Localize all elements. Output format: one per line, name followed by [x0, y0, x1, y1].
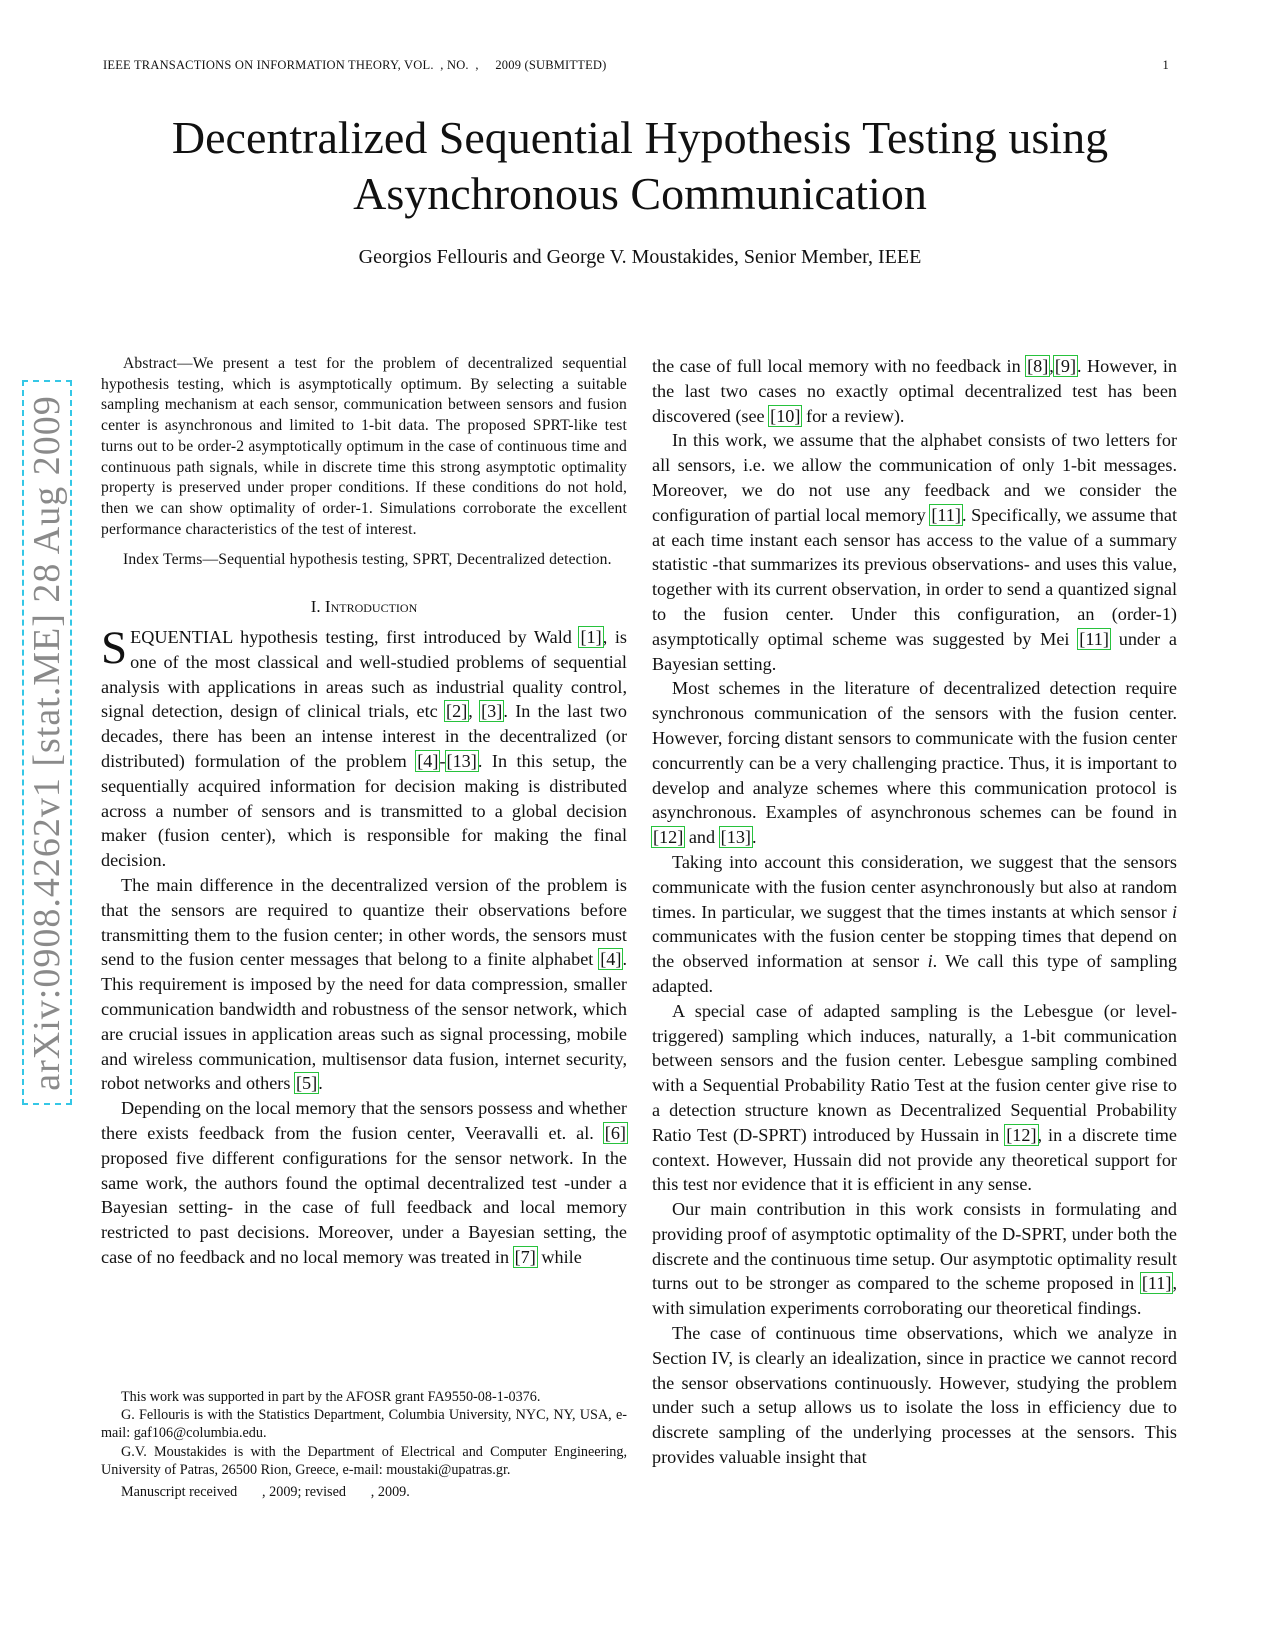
left-column: [101, 354, 627, 1270]
citation-link[interactable]: [4]: [600, 949, 622, 970]
citation-link[interactable]: [7]: [514, 1246, 536, 1267]
citation-link[interactable]: [11]: [1141, 1273, 1172, 1294]
footnotes: [101, 1388, 627, 1501]
citation-link[interactable]: [3]: [481, 701, 503, 722]
math-symbol: i: [1171, 901, 1177, 922]
citation-link[interactable]: [5]: [295, 1073, 318, 1094]
drop-cap: S: [101, 622, 128, 675]
arxiv-stamp-text: arXiv:0908.4262v1 [stat.ME] 28 Aug 2009: [26, 394, 68, 1091]
section-title: Introduction: [324, 597, 418, 617]
footnote: G.V. Moustakides is with the Department of Electrical and Computer Engineering, University of Patras, 26500 Rion, Greece, e-mail: moustaki@upatras.gr.: [101, 1443, 627, 1478]
page-number: 1: [1162, 58, 1169, 72]
paper-title: Decentralized Sequential Hypothesis Testing using Asynchronous Communication: [171, 112, 1109, 219]
citation-link[interactable]: [11]: [931, 504, 961, 525]
author-list: Georgios Fellouris and George V. Moustakides, Senior Member, IEEE: [358, 246, 922, 268]
body-paragraph: The case of continuous time observations, which we analyze in Section IV, is clearly an idealization, since in practice we cannot record the sensor observations continuously. However, studying the problem under such a setup allows us to isolate the loss in efficiency due to discrete sampling of the underlying processes at the sensors. This provides valuable insight that: [652, 1323, 1177, 1468]
body-paragraph: In this work, we assume that the alphabet consists of two letters for all sensors, i.e. we allow the communication of only 1-bit messages. Moreover, we do not use any feedback and we consider the configuration of partial local memory [11]. Specifically, we assume that at each time instant each sensor has access to the value of a summary statistic -that summarizes its previous observations- and uses this value, together with its current observation, in order to send a quantized signal to the fusion center. Under this configuration, an (order-1) asymptotically optimal scheme was suggested by Mei [11] under a Bayesian setting.: [652, 430, 1178, 674]
citation-link[interactable]: [12]: [1006, 1124, 1037, 1145]
body-paragraph: Our main contribution in this work consists in formulating and providing proof of asymptotic optimality of the D-SPRT, under both the discrete and the continuous time setup. Our asymptotic optimality result turns out to be stronger as compared to the scheme proposed in [11], with simulation experiments corroborating our theoretical findings.: [652, 1199, 1177, 1319]
citation-link[interactable]: [13]: [720, 827, 751, 848]
citation-link[interactable]: [2]: [446, 701, 468, 722]
body-paragraph: the case of full local memory with no feedback in [8],[9]. However, in the last two cases no exactly optimal decentralized test has been discovered (see [10] for a review).: [652, 356, 1177, 426]
citation-link[interactable]: [11]: [1079, 628, 1109, 649]
body-paragraph: Taking into account this consideration, we suggest that the sensors communicate with the fusion center asynchronously but also at random times. In particular, we suggest that the times instants at which sensor i communicates with the fusion center be stopping times that depend on the observed information at sensor i. We call this type of sampling adapted.: [652, 851, 1177, 996]
citation-link[interactable]: [1]: [580, 627, 602, 648]
body-paragraph: Most schemes in the literature of decentralized detection require synchronous communication of the sensors with the fusion center. However, forcing distant sensors to communicate with the fusion center concurrently can be a very challenging practice. Thus, it is important to develop and analyze schemes where this communication protocol is asynchronous. Examples of asynchronous schemes can be found in [12] and [13].: [652, 678, 1177, 848]
citation-link[interactable]: [6]: [604, 1122, 626, 1143]
body-paragraph: Depending on the local memory that the sensors possess and whether there exists feedback from the fusion center, Veeravalli et. al. [6] proposed five different configurations for the sensor network. In the same work, the authors found the optimal decentralized test -under a Bayesian setting- in the case of full feedback and local memory restricted to past decisions. Moreover, under a Bayesian setting, the case of no feedback and no local memory was treated in [7] while: [101, 1098, 627, 1267]
citation-link[interactable]: [8]: [1027, 356, 1049, 376]
footnote: This work was supported in part by the AFOSR grant FA9550-08-1-0376.: [121, 1389, 541, 1405]
index-terms: Index Terms—Sequential hypothesis testing, SPRT, Decentralized detection.: [123, 551, 612, 569]
right-column: [652, 354, 1177, 1470]
citation-link[interactable]: [10]: [770, 405, 801, 426]
footnote: G. Fellouris is with the Statistics Department, Columbia University, NYC, NY, USA, e-mail: gaf106@columbia.edu.: [101, 1407, 627, 1442]
citation-link[interactable]: [13]: [446, 751, 477, 772]
arxiv-stamp[interactable]: [22, 380, 72, 1105]
citation-link[interactable]: [9]: [1054, 356, 1077, 376]
body-paragraph: The main difference in the decentralized version of the problem is that the sensors are required to quantize their observations before transmitting them to the fusion center; in other words, the sensors must send to the fusion center messages that belong to a finite alphabet [4]. This requirement is imposed by the need for data compression, smaller communication bandwidth and robustness of the sensor network, which are crucial issues in application areas such as signal processing, mobile and wireless communication, multisensor data fusion, internet security, robot networks and others [5].: [101, 875, 627, 1094]
citation-link[interactable]: [4]: [417, 751, 439, 772]
citation-link[interactable]: [12]: [653, 827, 684, 848]
abstract: Abstract—We present a test for the problem of decentralized sequential hypothesis testing, which is asymptotically optimum. By selecting a suitable sampling mechanism at each sensor, communication between sensors and fusion center is asynchronous and limited to 1-bit data. The proposed SPRT-like test turns out to be order-2 asymptotically optimum in the case of continuous time and continuous path signals, while in discrete time this strong asymptotic optimality property is preserved under proper conditions. If these conditions do not hold, then we can show optimality of order-1. Simulations corroborate the excellent performance characteristics of the test of interest.: [101, 355, 627, 538]
footnote: Manuscript received , 2009; revised , 2009.: [121, 1484, 410, 1501]
intro-paragraph: SEQUENTIAL hypothesis testing, first introduced by Wald [1], is one of the most classical and well-studied problems of sequential analysis with applications in areas such as industrial quality control, signal detection, design of clinical trials, etc [2], [3]. In the last two decades, there has been an intense interest in the decentralized (or distributed) formulation of the problem [4]-[13]. In this setup, the sequentially acquired information for decision making is distributed across a number of sensors and is transmitted to a global decision maker (fusion center), which is responsible for making the final decision.: [101, 622, 628, 871]
section-number: I.: [310, 597, 325, 617]
running-header: IEEE TRANSACTIONS ON INFORMATION THEORY, VOL. , NO. , 2009 (SUBMITTED): [103, 58, 607, 72]
math-symbol: i: [927, 951, 933, 972]
body-paragraph: A special case of adapted sampling is the Lebesgue (or level-triggered) sampling which induces, naturally, a 1-bit communication between sensors and the fusion center. Lebesgue sampling combined with a Sequential Probability Ratio Test at the fusion center give rise to a detection structure known as Decentralized Sequential Probability Ratio Test (D-SPRT) introduced by Hussain in [12], in a discrete time context. However, Hussain did not provide any theoretical support for this test nor evidence that it is efficient in any sense.: [652, 1000, 1177, 1195]
section-heading: [101, 597, 627, 617]
